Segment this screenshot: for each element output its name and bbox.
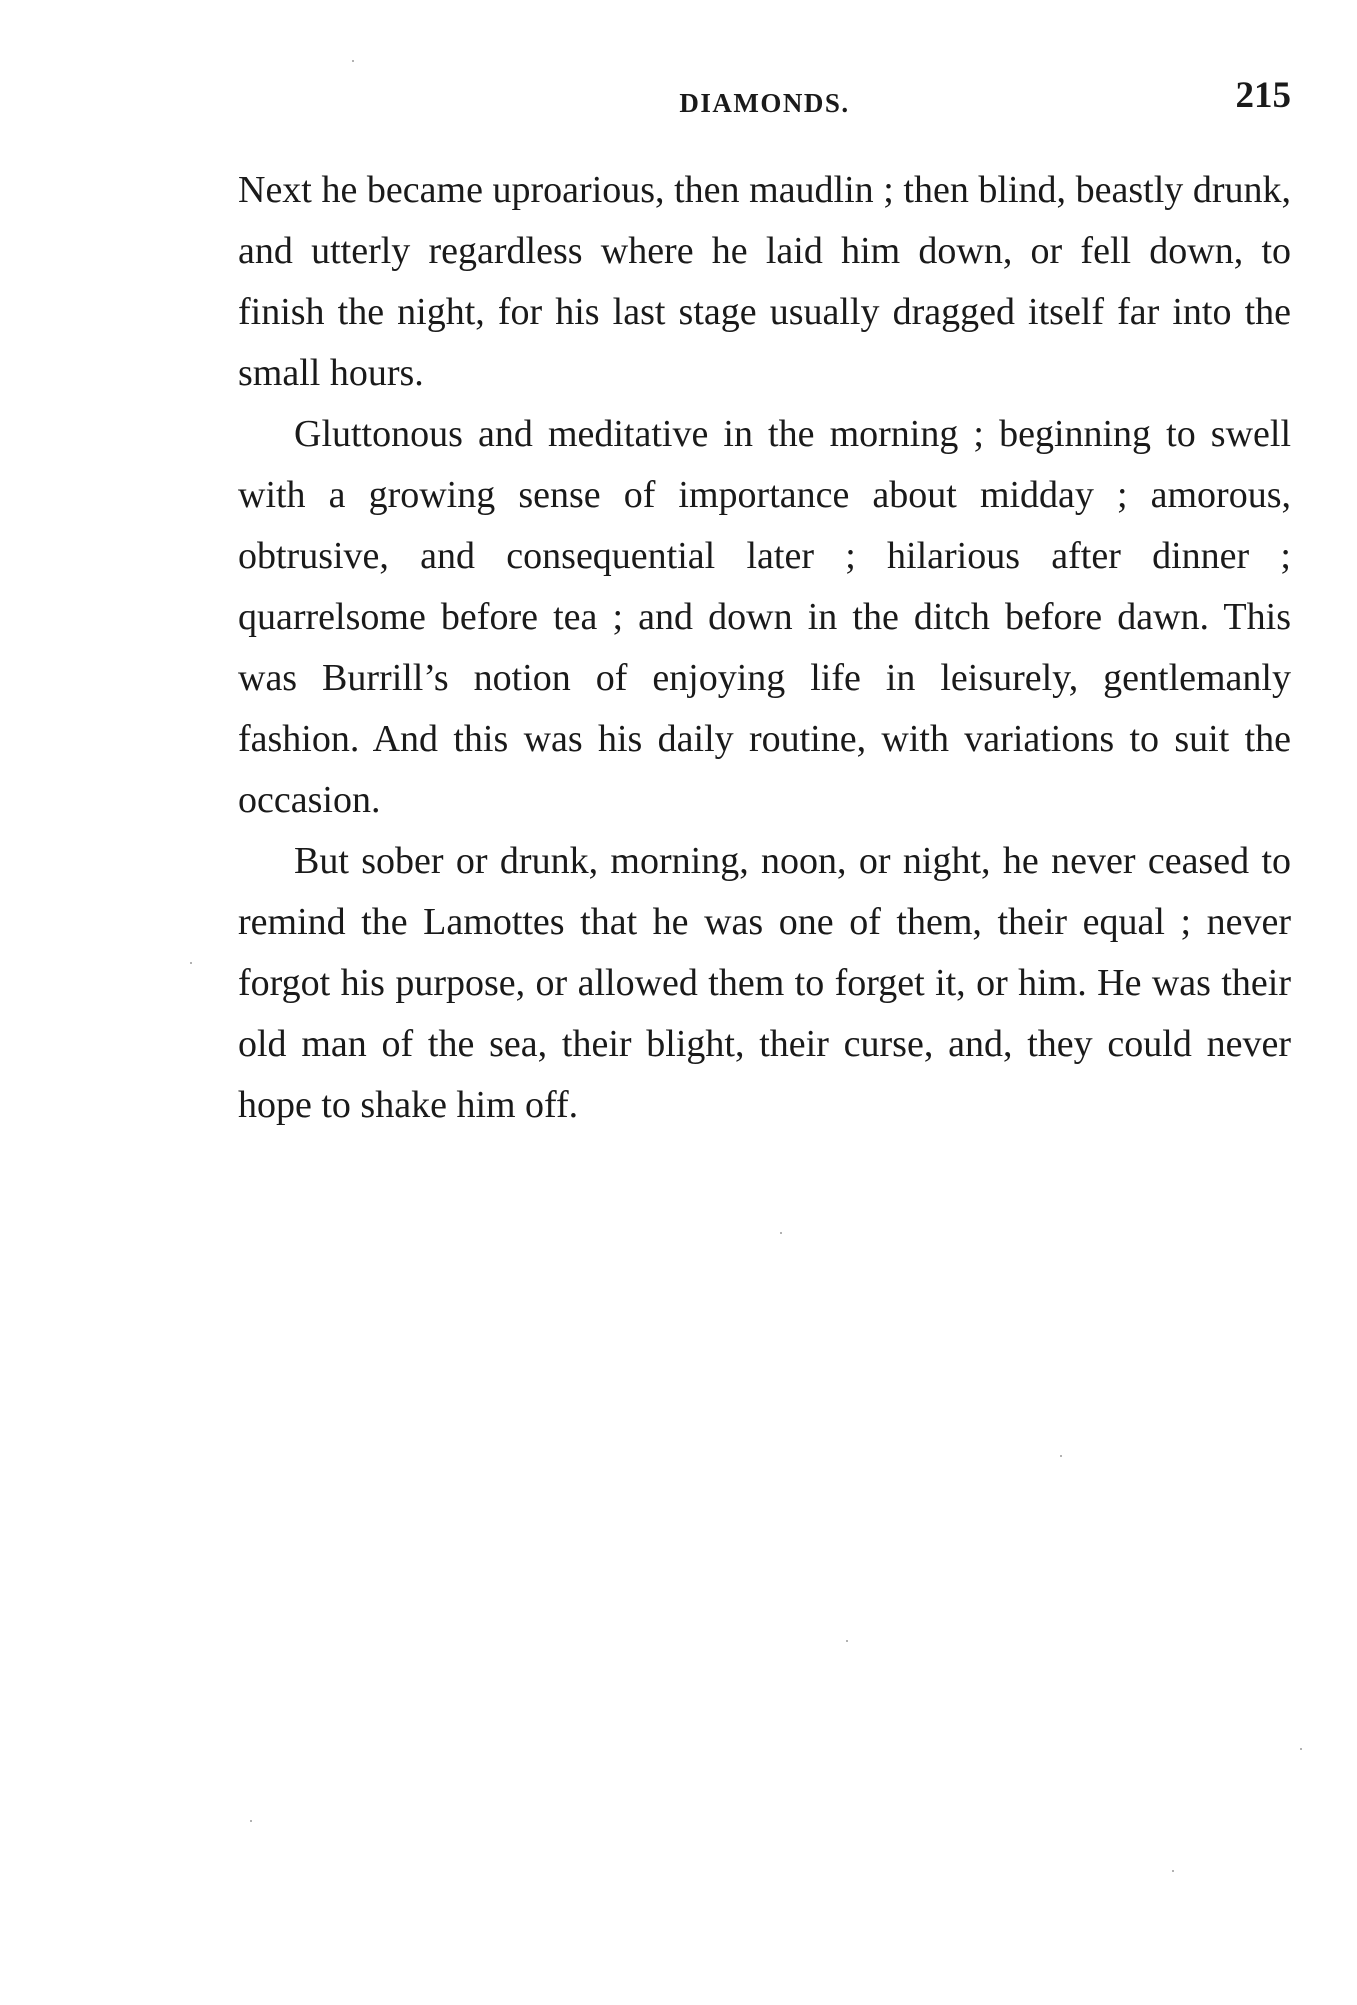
paragraph-2: Gluttonous and meditative in the morning ; beginning to swell with a growing sense of importance about midday ; amorous, obtrusive, and consequential later ; hilarious after dinner ; quarrelsome before tea ; and down in the ditch before dawn. This was Burrill’s notion of enjoying life in leisurely, gentlemanly fashion. And this was his daily routine, with variations to suit the occasion. bbox=[238, 413, 1291, 821]
scan-speck bbox=[352, 60, 354, 62]
scan-speck bbox=[190, 962, 192, 964]
running-header bbox=[238, 74, 1291, 134]
page-number: 215 bbox=[1235, 75, 1291, 116]
paragraph-1: Next he became uproarious, then maudlin ; then blind, beastly drunk, and utterly regardless where he laid him down, or fell down, to finish the night, for his last stage usually dragged itself far into the small hours. bbox=[238, 169, 1291, 394]
paragraph-3: But sober or drunk, morning, noon, or night, he never ceased to remind the Lamottes that he was one of them, their equal ; never forgot his purpose, or allowed them to forget it, or him. He was their old man of the sea, their blight, their curse, and, they could never hope to shake him off. bbox=[238, 840, 1291, 1126]
scan-speck bbox=[1300, 1748, 1302, 1750]
running-title: DIAMONDS. bbox=[679, 88, 850, 118]
body-text bbox=[238, 160, 1291, 1136]
scan-speck bbox=[780, 1232, 782, 1234]
scan-speck bbox=[1060, 1455, 1062, 1457]
scan-speck bbox=[846, 1640, 848, 1642]
scan-speck bbox=[1172, 1870, 1174, 1872]
scan-speck bbox=[250, 1820, 252, 1822]
